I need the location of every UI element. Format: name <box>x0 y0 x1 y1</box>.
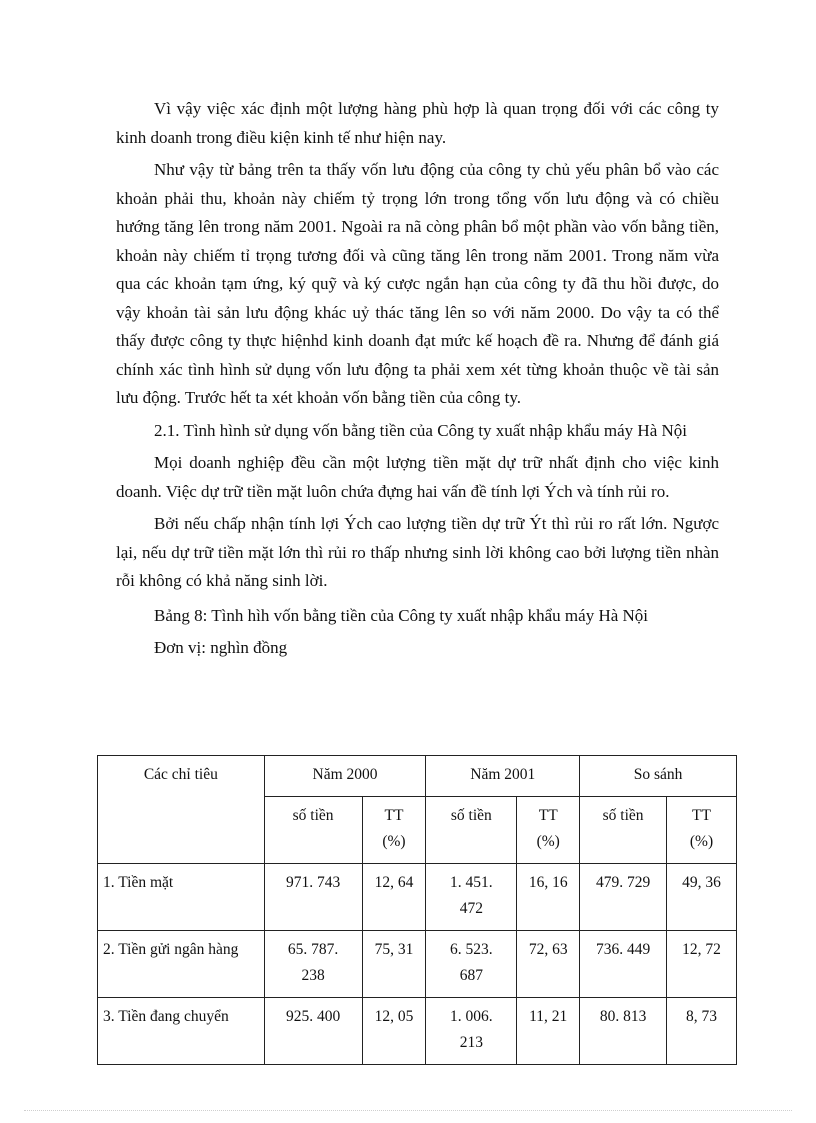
cell-amount-2000: 971. 743 <box>264 864 362 931</box>
table-row <box>98 998 737 1065</box>
cell-percent-2001: 72, 63 <box>517 931 580 998</box>
cell-amount-2001: 1. 451. 472 <box>426 864 517 931</box>
cell-amount-2001: 6. 523. 687 <box>426 931 517 998</box>
subheader-amount: số tiền <box>426 797 517 864</box>
section-heading: 2.1. Tình hình sử dụng vốn bằng tiền của Công ty xuất nhập khẩu máy Hà Nội <box>154 420 687 440</box>
row-label: 2. Tiền gửi ngân hàng <box>98 931 265 998</box>
subheader-amount: số tiền <box>264 797 362 864</box>
cell-percent-2001: 16, 16 <box>517 864 580 931</box>
cell-amount-diff: 479. 729 <box>580 864 667 931</box>
cell-percent-diff: 8, 73 <box>667 998 737 1065</box>
row-label: 3. Tiền đang chuyển <box>98 998 265 1065</box>
document-body <box>116 95 719 662</box>
paragraph-2: Như vậy từ bảng trên ta thấy vốn lưu động của công ty chủ yếu phân bổ vào các khoản phải thu, khoản này chiếm tỷ trọng lớn trong tổng vốn lưu động và có chiều hướng tăng lên trong năm 2001. Ngoài ra nã còng phân bổ một phần vào vốn bằng tiền, khoản này chiếm tỉ trọng tương đối và cũng tăng lên trong năm 2001. Trong năm vừa qua các khoản tạm ứng, ký quỹ và ký cược ngắn hạn của công ty đã thu hồi được, do vậy khoản tài sản lưu động khác uỷ thác tăng lên so với năm 2000. Do vậy ta có thể thấy được công ty thực hiệnhd kinh doanh đạt mức kế hoạch đề ra. Nhưng để đánh giá chính xác tình hình sử dụng vốn lưu động ta phải xem xét từng khoản thuộc về tài sản lưu động. Trước hết ta xét khoản vốn bằng tiền của công ty. <box>116 160 719 407</box>
paragraph-1: Vì vậy việc xác định một lượng hàng phù hợp là quan trọng đối với các công ty kinh doanh trong điều kiện kinh tế như hiện nay. <box>116 99 719 147</box>
table-header-row <box>98 756 737 797</box>
subheader-amount: số tiền <box>580 797 667 864</box>
table-row <box>98 864 737 931</box>
subheader-percent: TT (%) <box>667 797 737 864</box>
subheader-percent: TT (%) <box>517 797 580 864</box>
cell-amount-2001: 1. 006. 213 <box>426 998 517 1065</box>
paragraph-4: Bởi nếu chấp nhận tính lợi Ých cao lượng tiền dự trữ Ýt thì rủi ro rất lớn. Ngược lại, nếu dự trữ tiền mặt lớn thì rủi ro thấp nhưng sinh lời không cao bởi lượng tiền nhàn rỗi không có khả năng sinh lời. <box>116 514 719 590</box>
cell-percent-2001: 11, 21 <box>517 998 580 1065</box>
subheader-percent: TT (%) <box>362 797 426 864</box>
row-label: 1. Tiền mặt <box>98 864 265 931</box>
header-comparison: So sánh <box>580 756 737 797</box>
table-caption: Bảng 8: Tình hìh vốn bằng tiền của Công ty xuất nhập khẩu máy Hà Nội <box>154 605 649 625</box>
cell-amount-diff: 80. 813 <box>580 998 667 1065</box>
header-indicator: Các chỉ tiêu <box>98 756 265 864</box>
cell-amount-2000: 65. 787. 238 <box>264 931 362 998</box>
table-row <box>98 931 737 998</box>
cell-percent-2000: 75, 31 <box>362 931 426 998</box>
cell-percent-diff: 49, 36 <box>667 864 737 931</box>
paragraph-3: Mọi doanh nghiệp đều cần một lượng tiền mặt dự trữ nhất định cho việc kinh doanh. Việc dự trữ tiền mặt luôn chứa đựng hai vấn đề tính lợi Ých và tính rủi ro. <box>116 453 719 501</box>
header-year-2000: Năm 2000 <box>264 756 426 797</box>
cell-percent-2000: 12, 05 <box>362 998 426 1065</box>
cash-capital-table <box>97 755 737 1065</box>
cell-percent-diff: 12, 72 <box>667 931 737 998</box>
cell-amount-2000: 925. 400 <box>264 998 362 1065</box>
table-unit: Đơn vị: nghìn đồng <box>154 637 288 657</box>
cell-percent-2000: 12, 64 <box>362 864 426 931</box>
header-year-2001: Năm 2001 <box>426 756 580 797</box>
cell-amount-diff: 736. 449 <box>580 931 667 998</box>
page-footer-divider <box>24 1110 792 1111</box>
